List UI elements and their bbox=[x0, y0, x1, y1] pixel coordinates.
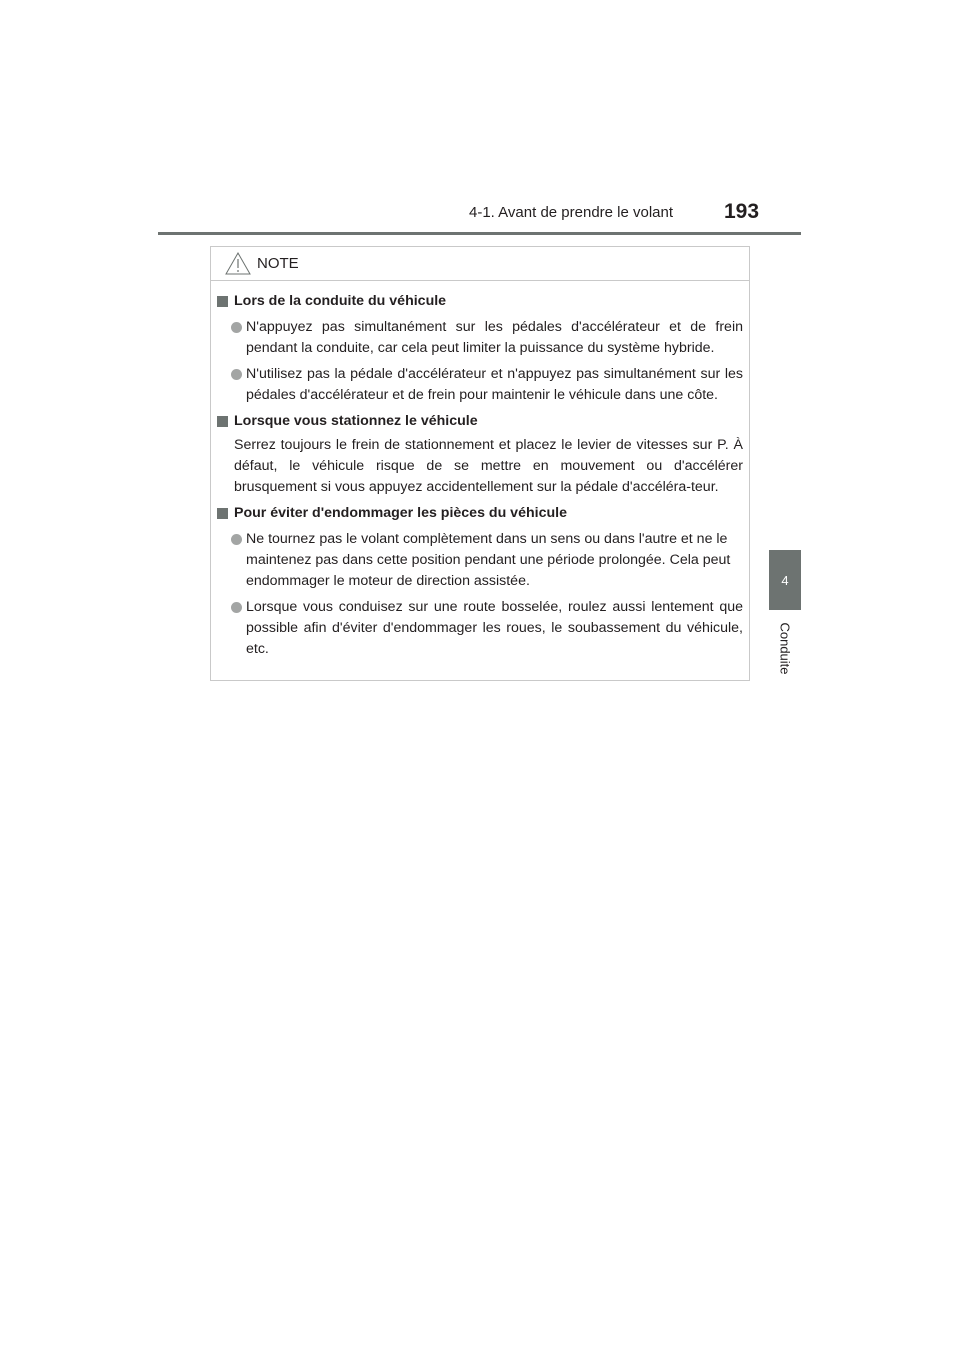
section-heading bbox=[216, 291, 743, 312]
list-item bbox=[216, 317, 743, 359]
section-heading-text: Lorsque vous stationnez le véhicule bbox=[234, 413, 478, 429]
page-number: 193 bbox=[724, 200, 760, 223]
list-item-text: N'appuyez pas simultanément sur les pédales d'accélérateur et de frein pendant la conduite, car cela peut limiter la puissance du système hybride. bbox=[246, 319, 743, 356]
circle-bullet-icon bbox=[231, 322, 242, 333]
circle-bullet-icon bbox=[231, 602, 242, 613]
section-heading bbox=[216, 503, 743, 524]
section-title: 4-1. Avant de prendre le volant bbox=[469, 204, 674, 221]
list-item bbox=[216, 529, 743, 592]
list-item bbox=[216, 597, 743, 660]
note-body bbox=[211, 281, 749, 660]
section-heading-text: Lors de la conduite du véhicule bbox=[234, 293, 447, 309]
chapter-tab bbox=[769, 550, 801, 610]
note-header bbox=[211, 247, 749, 281]
list-item-text: Lorsque vous conduisez sur une route bosselée, roulez aussi lentement que possible afin d'éviter d'endommager les roues, le soubassement du véhicule, etc. bbox=[246, 599, 743, 657]
note-title: NOTE bbox=[257, 255, 299, 272]
paragraph: Serrez toujours le frein de stationnement et placez le levier de vitesses sur P. À défaut, le véhicule risque de se mettre en mouvement ou d'accélérer brusquement si vous appuyez accidentellement sur la pédale d'accéléra-teur. bbox=[234, 437, 743, 495]
section-heading-text: Pour éviter d'endommager les pièces du véhicule bbox=[234, 505, 567, 521]
section-heading bbox=[216, 411, 743, 432]
header-divider bbox=[158, 232, 801, 235]
chapter-label: Conduite bbox=[777, 621, 793, 675]
note-box bbox=[210, 246, 750, 681]
square-bullet-icon bbox=[217, 296, 228, 307]
chapter-number: 4 bbox=[781, 572, 789, 588]
list-item bbox=[216, 364, 743, 406]
square-bullet-icon bbox=[217, 416, 228, 427]
list-item-text: N'utilisez pas la pédale d'accélérateur et n'appuyez pas simultanément sur les pédales d'accélérateur et de frein pour maintenir le véhicule dans une côte. bbox=[246, 366, 743, 403]
circle-bullet-icon bbox=[231, 534, 242, 545]
list-item-text: Ne tournez pas le volant complètement dans un sens ou dans l'autre et ne le maintenez pas dans cette position pendant une période prolongée. Cela peut endommager le moteur de direction assistée. bbox=[246, 531, 731, 589]
circle-bullet-icon bbox=[231, 369, 242, 380]
chapter-label-wrap bbox=[773, 618, 797, 678]
square-bullet-icon bbox=[217, 508, 228, 519]
warning-triangle-icon bbox=[225, 252, 251, 275]
